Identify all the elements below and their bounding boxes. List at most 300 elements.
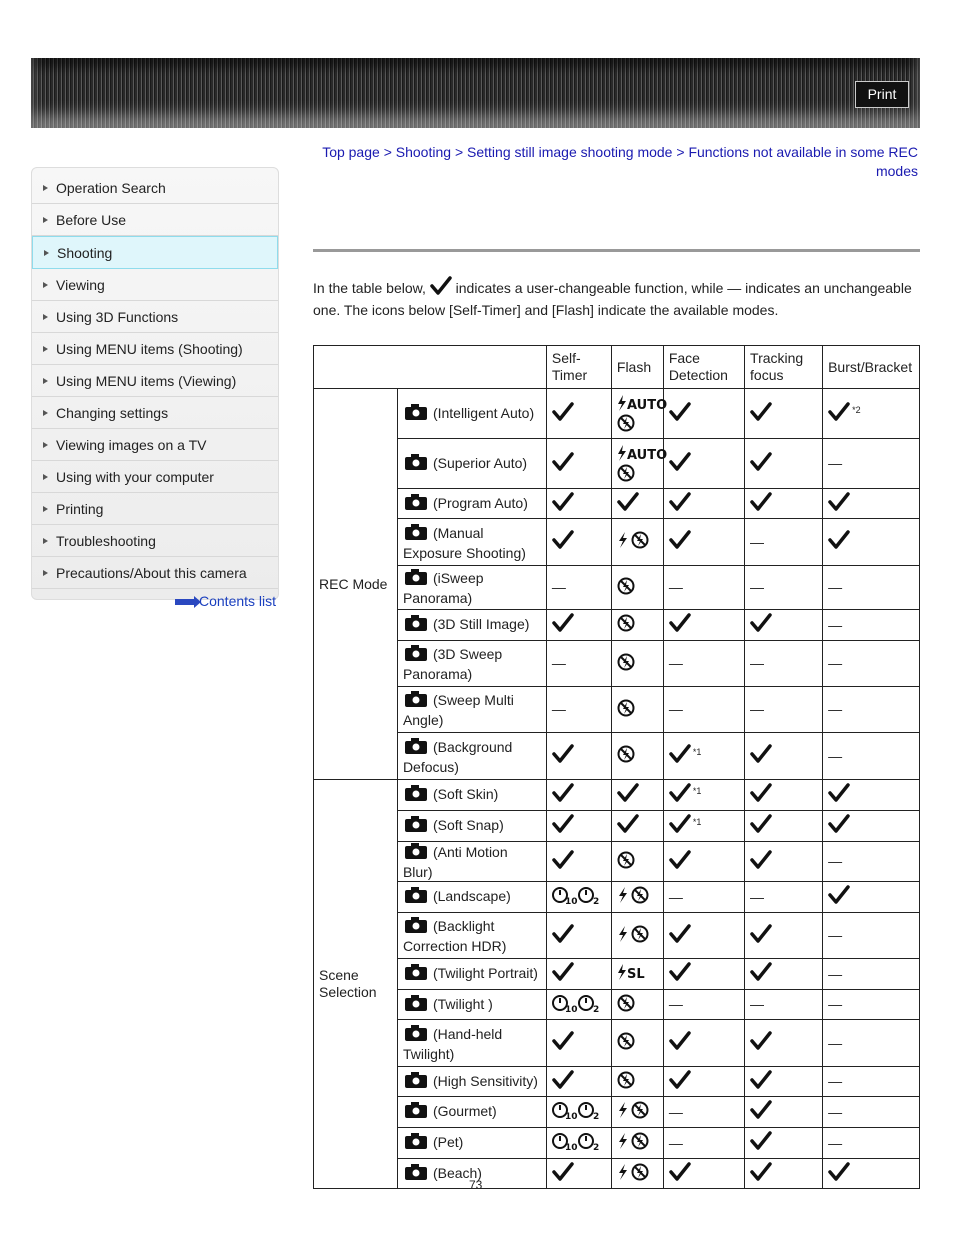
- burst-cell: [823, 1159, 920, 1189]
- intro-part1: In the table below,: [313, 280, 426, 296]
- check-icon: [828, 492, 850, 516]
- anti-motion-blur-icon: [403, 842, 431, 864]
- flash-cell: [611, 687, 663, 733]
- check-icon: [669, 492, 691, 516]
- self-timer-cell: [546, 882, 611, 913]
- face-cell: [663, 687, 744, 733]
- self-timer-cell: [546, 566, 611, 610]
- mode-label: (Pet): [432, 1134, 464, 1150]
- svg-text:10: 10: [564, 897, 578, 907]
- flash-on-icon: [617, 1163, 629, 1185]
- hand-held-twilight-icon: [403, 1024, 431, 1046]
- self-timer-10s-2s-icon: [552, 1131, 604, 1155]
- flash-auto-icon: [617, 444, 668, 464]
- breadcrumb-link[interactable]: Setting still image shooting mode: [467, 144, 673, 160]
- flash-off-icon: [617, 653, 635, 675]
- contents-list-label: Contents list: [199, 593, 277, 609]
- check-icon: [750, 1100, 772, 1124]
- dash-mark: —: [668, 701, 683, 717]
- flash-cell: [611, 641, 663, 687]
- backlight-hdr-icon: [403, 916, 431, 938]
- flash-off-icon: [617, 464, 658, 484]
- self-timer-cell: [546, 519, 611, 566]
- breadcrumb-separator: >: [676, 144, 685, 160]
- burst-cell: [823, 1067, 920, 1097]
- tracking-cell: [745, 610, 823, 641]
- mode-cell: [397, 842, 546, 882]
- check-icon: [552, 1162, 574, 1186]
- burst-cell: [823, 687, 920, 733]
- check-icon: [617, 783, 639, 807]
- sidebar-item-label: Changing settings: [56, 404, 169, 421]
- face-cell: [663, 1020, 744, 1067]
- breadcrumb: [313, 143, 918, 181]
- dash-mark: —: [668, 579, 683, 595]
- sidebar-item-before-use[interactable]: [32, 204, 278, 236]
- face-cell: [663, 641, 744, 687]
- dash-mark: —: [668, 996, 683, 1012]
- check-icon: [750, 452, 772, 476]
- sidebar-item-label: Before Use: [56, 211, 127, 228]
- column-header: Face Detection: [663, 346, 744, 389]
- self-timer-cell: [546, 1067, 611, 1097]
- face-cell: [663, 610, 744, 641]
- self-timer-cell: [546, 733, 611, 780]
- sidebar-item-shooting[interactable]: [32, 236, 278, 269]
- check-icon: [669, 850, 691, 874]
- dash-mark: —: [551, 655, 566, 671]
- burst-cell: [823, 439, 920, 489]
- dash-mark: —: [668, 1134, 683, 1151]
- triangle-right-icon: [43, 185, 48, 191]
- check-icon: [552, 530, 574, 554]
- self-timer-cell: [546, 1097, 611, 1128]
- dash-mark: —: [551, 579, 566, 595]
- flash-cell: [611, 1159, 663, 1189]
- dash-mark: —: [828, 996, 843, 1012]
- manual-exposure-icon: [403, 523, 431, 545]
- table-row: [314, 641, 920, 687]
- check-icon: [750, 402, 772, 426]
- flash-cell: [611, 811, 663, 842]
- table-row: [314, 811, 920, 842]
- superior-auto-icon: [403, 453, 431, 475]
- table-row: [314, 566, 920, 610]
- sidebar-item-using-3d-functions[interactable]: [32, 301, 278, 333]
- footnote-marker: *1: [692, 747, 702, 757]
- check-icon: [828, 402, 850, 426]
- mode-label: (Twilight Portrait): [432, 965, 538, 981]
- self-timer-cell: [546, 1128, 611, 1159]
- flash-auto-icon: [617, 394, 668, 414]
- mode-cell: [397, 913, 546, 959]
- burst-cell: [823, 489, 920, 519]
- burst-cell: [823, 811, 920, 842]
- tracking-cell: [745, 913, 823, 959]
- triangle-right-icon: [43, 217, 48, 223]
- dash-mark: —: [828, 1103, 843, 1120]
- sidebar-item-changing-settings[interactable]: [32, 397, 278, 429]
- triangle-right-icon: [43, 410, 48, 416]
- svg-text:2: 2: [592, 897, 600, 907]
- svg-text:AUTO: AUTO: [626, 447, 668, 463]
- footnote-marker: *1: [692, 817, 702, 827]
- flash-cell: [611, 389, 668, 439]
- 3d-still-image-icon: [403, 614, 431, 636]
- sidebar-item-troubleshooting[interactable]: [32, 525, 278, 557]
- dash-mark: —: [828, 1134, 843, 1151]
- tracking-cell: [745, 882, 823, 913]
- check-icon: [430, 276, 452, 301]
- mode-cell: [397, 566, 546, 610]
- check-icon: [552, 492, 574, 516]
- high-sensitivity-icon: [403, 1071, 431, 1093]
- mode-cell: [397, 489, 546, 519]
- sweep-multi-angle-icon: [403, 690, 431, 712]
- check-icon: [552, 814, 574, 838]
- mode-label: (Backlight Correction HDR): [402, 918, 507, 954]
- soft-snap-icon: [403, 815, 431, 837]
- self-timer-cell: [546, 959, 611, 990]
- burst-cell: [823, 389, 920, 439]
- dash-mark: —: [828, 965, 843, 982]
- check-icon: [617, 814, 639, 838]
- flash-cell: [611, 1128, 663, 1159]
- footnote-marker: *2: [852, 404, 861, 415]
- sidebar-item-viewing[interactable]: [32, 269, 278, 301]
- mode-label: (Beach): [432, 1164, 482, 1181]
- table-row: [314, 687, 920, 733]
- svg-text:2: 2: [592, 1004, 600, 1015]
- isweep-panorama-icon: [403, 568, 431, 590]
- table-row: [314, 519, 920, 566]
- check-icon: [750, 1070, 772, 1094]
- check-icon: [669, 814, 691, 838]
- tracking-cell: [745, 811, 823, 842]
- tracking-cell: [745, 733, 823, 780]
- table-row: [314, 1128, 920, 1159]
- check-icon: [552, 924, 574, 948]
- breadcrumb-link[interactable]: Shooting: [395, 144, 452, 160]
- self-timer-cell: [546, 489, 611, 519]
- 3d-sweep-panorama-icon: [403, 644, 431, 666]
- triangle-right-icon: [43, 506, 48, 512]
- tracking-cell: [745, 687, 823, 733]
- tracking-cell: [745, 1067, 823, 1097]
- functions-table: [313, 345, 920, 1189]
- mode-label: (3D Sweep Panorama): [402, 646, 503, 682]
- flash-off-icon: [631, 886, 649, 908]
- check-icon: [552, 1031, 574, 1055]
- tracking-cell: [745, 780, 823, 811]
- face-cell: [663, 780, 744, 811]
- mode-label: (3D Still Image): [432, 616, 530, 632]
- sidebar-nav: [31, 167, 279, 600]
- check-icon: [552, 613, 574, 637]
- background-defocus-icon: [403, 737, 431, 759]
- dash-mark: —: [750, 533, 765, 550]
- svg-text:10: 10: [564, 1004, 578, 1015]
- self-timer-cell: [546, 842, 611, 882]
- check-icon: [750, 962, 772, 986]
- header-empty-cell: [314, 346, 547, 389]
- check-icon: [669, 402, 691, 426]
- table-row: [314, 1067, 920, 1097]
- burst-cell: [823, 1020, 920, 1067]
- face-cell: [663, 489, 744, 519]
- column-header: Tracking focus: [745, 346, 823, 389]
- table-row: [314, 439, 920, 489]
- row-group-label: Scene Selection: [314, 780, 398, 1189]
- sidebar-item-operation-search[interactable]: [32, 172, 278, 204]
- flash-off-icon: [631, 1163, 649, 1185]
- mode-label: (Intelligent Auto): [432, 404, 535, 421]
- tracking-cell: [745, 990, 823, 1020]
- flash-off-icon: [631, 1101, 649, 1123]
- dash-mark: —: [828, 701, 843, 717]
- pet-icon: [403, 1132, 431, 1154]
- dash-mark: —: [668, 888, 683, 905]
- check-icon: [669, 1031, 691, 1055]
- mode-cell: [397, 959, 546, 990]
- twilight-portrait-icon: [403, 963, 431, 985]
- sidebar-item-precautions-about-this-camera[interactable]: [32, 557, 278, 589]
- flash-off-icon: [631, 925, 649, 947]
- flash-cell: [611, 842, 663, 882]
- breadcrumb-separator: >: [454, 144, 464, 160]
- header-banner: [31, 58, 920, 128]
- self-timer-10s-2s-icon: [552, 993, 604, 1017]
- dash-mark: —: [828, 747, 843, 764]
- breadcrumb-link[interactable]: Functions not available in some REC modes: [688, 144, 918, 179]
- check-icon: [828, 885, 850, 909]
- sidebar-item-using-menu-items-shooting[interactable]: [32, 333, 278, 365]
- sidebar-item-label: Printing: [56, 500, 104, 517]
- tracking-cell: [745, 1128, 823, 1159]
- check-icon: [750, 783, 772, 807]
- flash-cell: [611, 990, 663, 1020]
- arrow-right-icon: [175, 599, 195, 605]
- flash-off-icon: [617, 1071, 635, 1093]
- mode-label: (Manual Exposure Shooting): [402, 524, 526, 561]
- face-cell: [663, 913, 744, 959]
- mode-label: (Superior Auto): [432, 454, 528, 471]
- face-cell: [663, 566, 744, 610]
- mode-label: (Background Defocus): [402, 738, 513, 775]
- dash-mark: —: [828, 1034, 843, 1051]
- flash-off-icon: [617, 745, 635, 767]
- tracking-cell: [745, 1159, 823, 1189]
- mode-cell: [397, 733, 546, 780]
- flash-off-icon: [631, 531, 649, 553]
- burst-cell: [823, 519, 920, 566]
- mode-label: (Anti Motion Blur): [402, 844, 508, 880]
- self-timer-cell: [546, 780, 611, 811]
- check-icon: [552, 850, 574, 874]
- mode-label: (Hand-held Twilight): [402, 1025, 503, 1062]
- check-icon: [828, 814, 850, 838]
- dash-mark: —: [750, 996, 765, 1012]
- burst-cell: [823, 959, 920, 990]
- check-icon: [669, 962, 691, 986]
- burst-cell: [823, 733, 920, 780]
- self-timer-cell: [546, 1159, 611, 1189]
- svg-text:AUTO: AUTO: [626, 397, 668, 413]
- triangle-right-icon: [43, 570, 48, 576]
- flash-on-icon: [617, 1132, 629, 1154]
- check-icon: [669, 1070, 691, 1094]
- sidebar-item-using-with-your-computer[interactable]: [32, 461, 278, 493]
- mode-label: (Sweep Multi Angle): [402, 692, 514, 728]
- dash-mark: —: [668, 655, 683, 671]
- burst-cell: [823, 882, 920, 913]
- check-icon: [750, 924, 772, 948]
- self-timer-cell: [546, 439, 611, 489]
- table-row: [314, 489, 920, 519]
- flash-on-icon: [617, 1101, 629, 1123]
- mode-cell: [397, 811, 546, 842]
- mode-label: (iSweep Panorama): [402, 570, 484, 606]
- footnote-marker: *1: [692, 786, 702, 796]
- program-auto-icon: [403, 493, 431, 515]
- check-icon: [552, 962, 574, 986]
- face-cell: [663, 990, 744, 1020]
- dash-mark: —: [828, 579, 843, 595]
- flash-cell: [611, 439, 668, 489]
- check-icon: [750, 1031, 772, 1055]
- tracking-cell: [745, 519, 823, 566]
- tracking-cell: [745, 842, 823, 882]
- check-icon: [669, 783, 691, 807]
- check-icon: [669, 452, 691, 476]
- burst-cell: [823, 1097, 920, 1128]
- dash-mark: —: [828, 927, 843, 943]
- table-row: [314, 842, 920, 882]
- burst-cell: [823, 780, 920, 811]
- contents-list-link[interactable]: [175, 593, 276, 609]
- flash-cell: [611, 882, 663, 913]
- sidebar-item-label: Using with your computer: [56, 468, 214, 485]
- table-row: [314, 610, 920, 641]
- flash-cell: [611, 519, 663, 566]
- mode-label: (Soft Skin): [432, 786, 499, 802]
- flash-cell: [611, 489, 663, 519]
- triangle-right-icon: [44, 250, 49, 256]
- sidebar-item-printing[interactable]: [32, 493, 278, 525]
- burst-cell: [823, 913, 920, 959]
- table-row: [314, 990, 920, 1020]
- sidebar-item-label: Troubleshooting: [56, 532, 156, 549]
- sidebar-item-using-menu-items-viewing[interactable]: [32, 365, 278, 397]
- mode-label: (High Sensitivity): [432, 1072, 538, 1089]
- burst-cell: [823, 842, 920, 882]
- table-row: [314, 959, 920, 990]
- dash-mark: —: [750, 888, 765, 905]
- table-row: [314, 1020, 920, 1067]
- dash-mark: —: [750, 655, 765, 671]
- mode-label: (Gourmet): [432, 1103, 497, 1119]
- triangle-right-icon: [43, 538, 48, 544]
- table-row: [314, 780, 920, 811]
- table-row: [314, 389, 920, 439]
- tracking-cell: [745, 1020, 823, 1067]
- self-timer-cell: [546, 641, 611, 687]
- flash-off-icon: [617, 851, 635, 873]
- check-icon: [552, 783, 574, 807]
- self-timer-cell: [546, 1020, 611, 1067]
- check-icon: [750, 744, 772, 768]
- triangle-right-icon: [43, 474, 48, 480]
- breadcrumb-link[interactable]: Top page: [322, 144, 380, 160]
- svg-text:10: 10: [564, 1112, 578, 1122]
- sidebar-item-viewing-images-on-a-tv[interactable]: [32, 429, 278, 461]
- mode-cell: [397, 687, 546, 733]
- face-cell: [663, 1159, 744, 1189]
- flash-on-icon: [617, 925, 629, 947]
- table-row: [314, 733, 920, 780]
- intelligent-auto-icon: [403, 403, 431, 425]
- tracking-cell: [745, 489, 823, 519]
- svg-text:10: 10: [564, 1143, 578, 1153]
- table-row: [314, 913, 920, 959]
- face-cell: [663, 439, 744, 489]
- soft-skin-icon: [403, 784, 431, 806]
- mode-cell: [397, 641, 546, 687]
- face-cell: [663, 842, 744, 882]
- self-timer-10s-2s-icon: [552, 1100, 604, 1124]
- check-icon: [828, 530, 850, 554]
- check-icon: [750, 1162, 772, 1186]
- burst-cell: [823, 610, 920, 641]
- check-icon: [750, 492, 772, 516]
- check-icon: [669, 613, 691, 637]
- check-icon: [617, 492, 639, 516]
- flash-cell: [611, 610, 663, 641]
- self-timer-cell: [546, 389, 611, 439]
- mode-cell: [397, 519, 546, 566]
- check-icon: [750, 1131, 772, 1155]
- check-icon: [552, 402, 574, 426]
- mode-cell: [397, 610, 546, 641]
- check-icon: [750, 850, 772, 874]
- flash-off-icon: [617, 577, 635, 599]
- flash-off-icon: [631, 1132, 649, 1154]
- dash-mark: —: [828, 853, 843, 869]
- breadcrumb-separator: >: [383, 144, 392, 160]
- tracking-cell: [745, 641, 823, 687]
- print-button[interactable]: Print: [855, 81, 909, 108]
- dash-mark: —: [551, 701, 566, 717]
- dash-mark: —: [828, 1073, 843, 1089]
- flash-off-icon: [617, 994, 635, 1016]
- face-cell: [663, 811, 744, 842]
- sidebar-item-label: Using MENU items (Viewing): [56, 372, 237, 389]
- twilight-icon: [403, 994, 431, 1016]
- flash-cell: [611, 566, 663, 610]
- intro-part2: indicates a user-changeable function, while — indicates an unchangeable one. The icons below [Self-Timer] and [Flash] indicate the available modes.: [313, 280, 912, 318]
- check-icon: [552, 744, 574, 768]
- landscape-icon: [403, 886, 431, 908]
- check-icon: [750, 613, 772, 637]
- self-timer-cell: [546, 811, 611, 842]
- flash-cell: [611, 1067, 663, 1097]
- mode-cell: [397, 1067, 546, 1097]
- page-number: 73: [469, 1178, 483, 1192]
- flash-cell: [611, 1097, 663, 1128]
- svg-text:2: 2: [592, 1143, 600, 1153]
- beach-icon: [403, 1163, 431, 1185]
- flash-on-icon: [617, 886, 629, 908]
